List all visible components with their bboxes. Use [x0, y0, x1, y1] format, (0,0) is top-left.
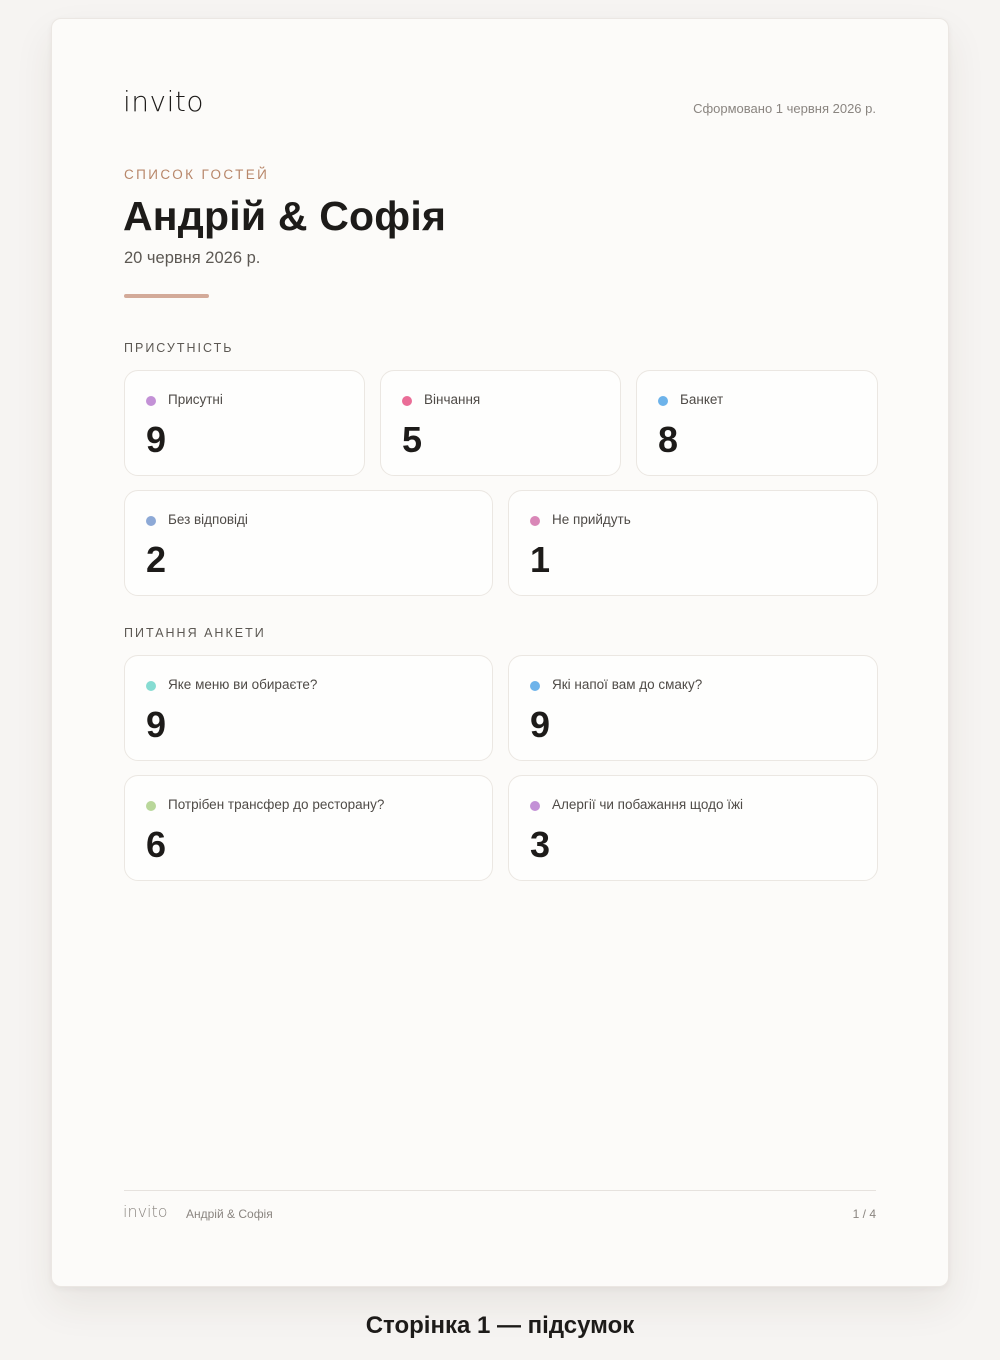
- status-dot: [146, 516, 156, 526]
- attendance-card-present: [124, 370, 365, 476]
- accent-divider: [124, 294, 209, 298]
- question-card-transfer: [124, 775, 493, 881]
- card-count: 6: [146, 824, 167, 865]
- card-count: 2: [146, 539, 167, 580]
- attendance-card-no-response: [124, 490, 493, 596]
- attendance-heading: ПРИСУТНІСТЬ: [124, 341, 234, 355]
- card-label: Присутні: [168, 392, 223, 407]
- card-count: 1: [530, 539, 551, 580]
- status-dot: [658, 396, 668, 406]
- footer-divider: [124, 1190, 876, 1191]
- questions-heading: ПИТАННЯ АНКЕТИ: [124, 626, 266, 640]
- page-caption: Сторінка 1 — підсумок: [365, 1312, 635, 1339]
- card-label: Потрібен трансфер до ресторану?: [168, 797, 385, 812]
- card-count: 9: [146, 419, 167, 460]
- card-count: 3: [530, 824, 551, 865]
- footer-couple-names: Андрій & Софія: [186, 1207, 273, 1221]
- status-dot: [146, 396, 156, 406]
- invito-logo: invito: [123, 85, 204, 118]
- page-number: 1 / 4: [852, 1207, 876, 1221]
- card-label: Вінчання: [424, 392, 481, 407]
- wedding-date: 20 червня 2026 р.: [124, 249, 261, 267]
- attendance-card-ceremony: [380, 370, 621, 476]
- generated-date: Сформовано 1 червня 2026 р.: [693, 101, 876, 116]
- attendance-card-declined: [508, 490, 878, 596]
- card-label: Не прийдуть: [552, 512, 631, 527]
- report-page: [51, 18, 949, 1287]
- card-label: Яке меню ви обираєте?: [168, 677, 318, 692]
- card-label: Алергії чи побажання щодо їжі: [552, 797, 743, 812]
- attendance-card-banquet: [636, 370, 878, 476]
- question-card-drinks: [508, 655, 878, 761]
- card-count: 9: [146, 704, 167, 745]
- status-dot: [530, 681, 540, 691]
- card-label: Банкет: [680, 392, 724, 407]
- question-card-menu: [124, 655, 493, 761]
- card-label: Які напої вам до смаку?: [552, 677, 703, 692]
- status-dot: [530, 516, 540, 526]
- question-card-allergies: [508, 775, 878, 881]
- status-dot: [146, 681, 156, 691]
- card-count: 9: [530, 704, 551, 745]
- document-eyebrow: СПИСОК ГОСТЕЙ: [124, 167, 270, 182]
- status-dot: [146, 801, 156, 811]
- card-count: 8: [658, 419, 679, 460]
- footer-logo: invito: [123, 1202, 168, 1221]
- status-dot: [530, 801, 540, 811]
- card-count: 5: [402, 419, 423, 460]
- status-dot: [402, 396, 412, 406]
- card-label: Без відповіді: [168, 512, 248, 527]
- couple-title: Андрій & Софія: [123, 193, 447, 239]
